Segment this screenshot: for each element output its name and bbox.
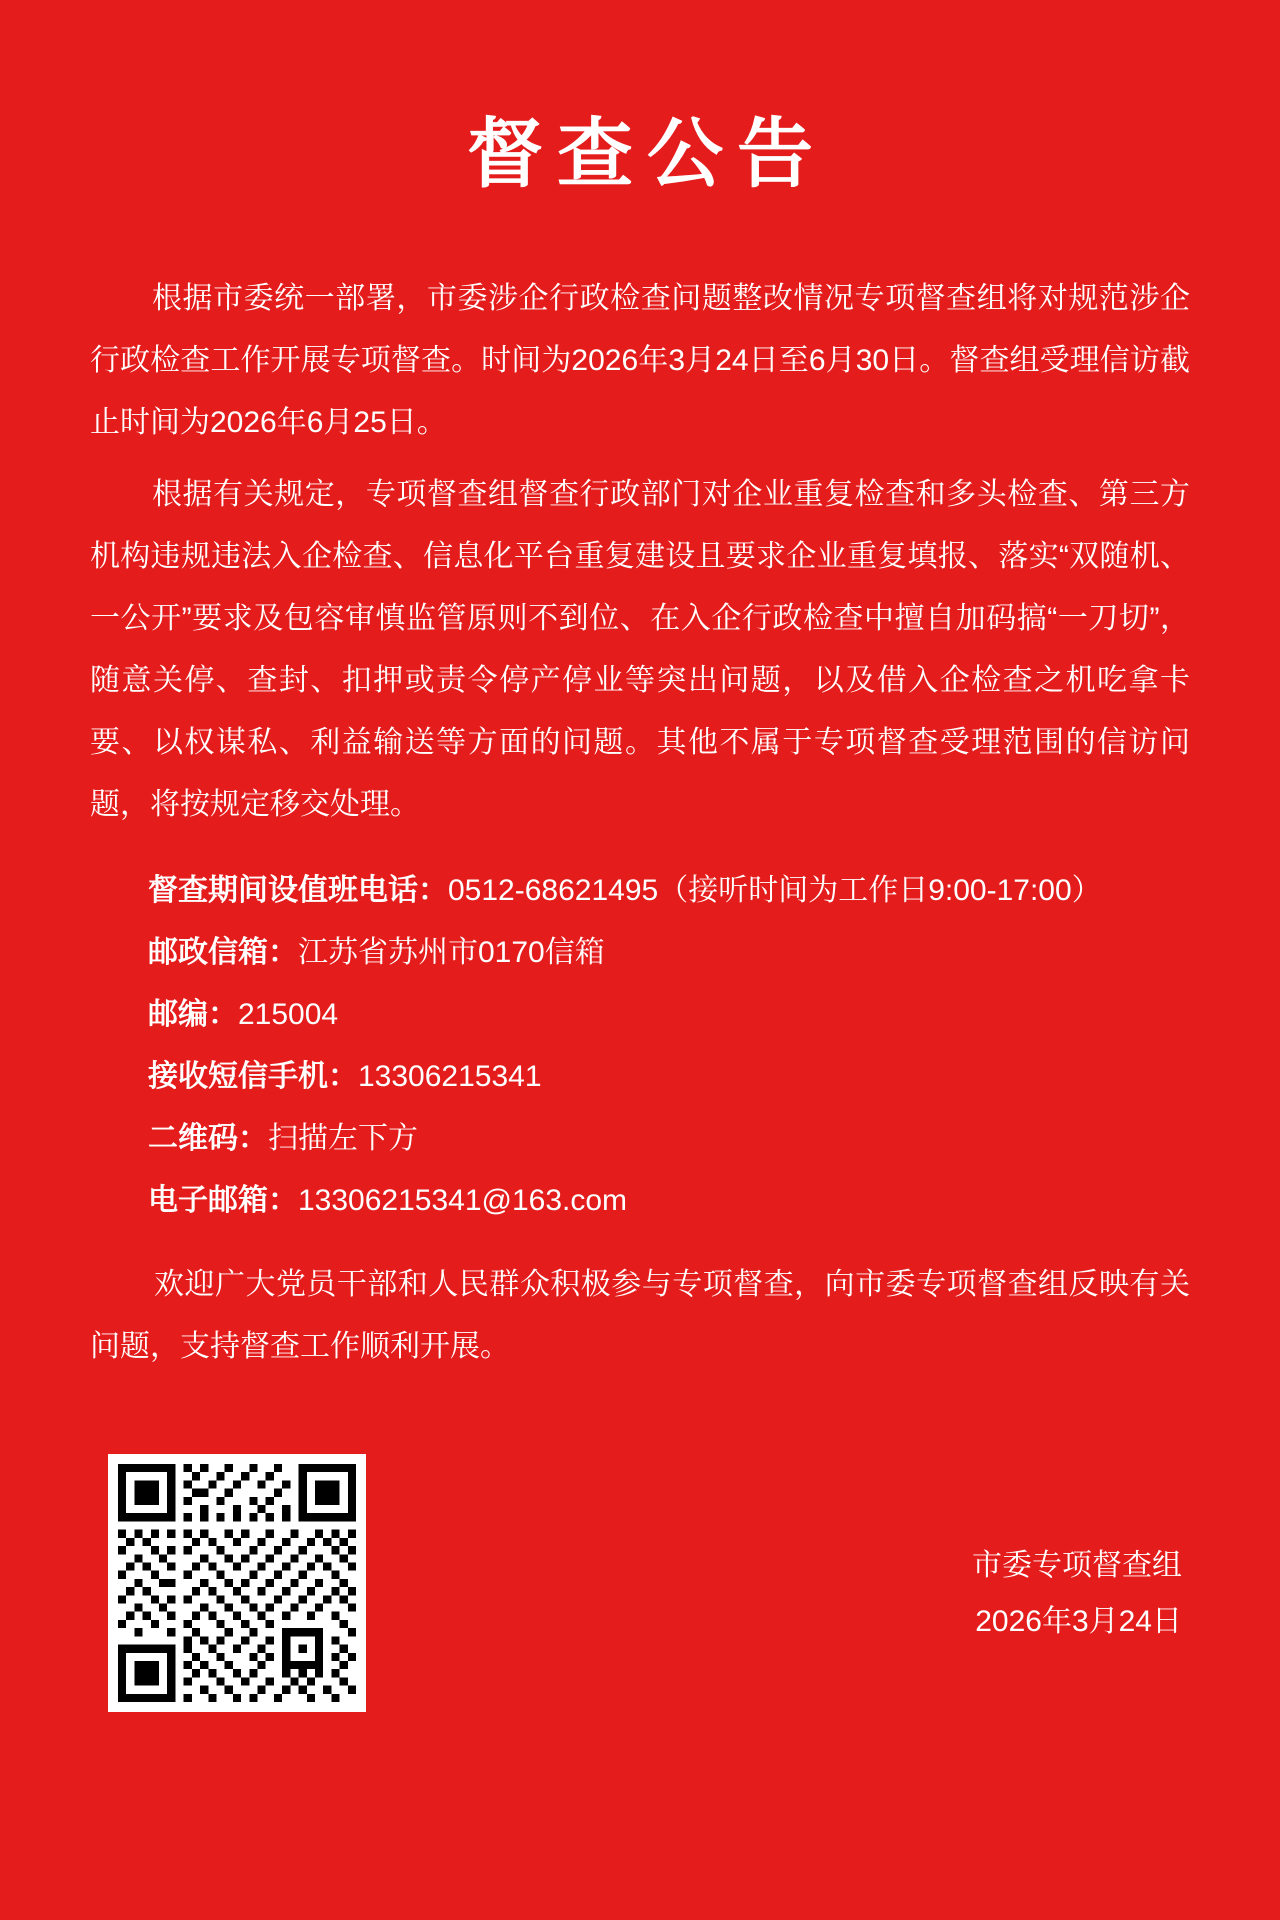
contact-value: 0512-68621495（接听时间为工作日9:00-17:00） [448,873,1102,907]
contact-label: 督查期间设值班电话： [148,873,448,907]
contact-label: 邮编： [148,997,238,1031]
page-title: 督查公告 [467,109,827,198]
closing-paragraph-block [90,1254,1190,1378]
qr-code-svg [118,1464,356,1702]
contact-label: 电子邮箱： [148,1183,298,1217]
signature-date: 2026年3月24日 [975,1605,1182,1638]
contact-value: 13306215341@163.com [298,1183,628,1217]
signature-organization: 市委专项督查组 [972,1549,1182,1582]
contact-row [90,1046,1190,1108]
contact-value: 扫描左下方 [268,1121,418,1155]
contact-label: 接收短信手机： [148,1059,358,1093]
announcement-body [90,268,1190,836]
contact-row [90,860,1190,922]
contact-row [90,922,1190,984]
paragraph-1: 根据市委统一部署，市委涉企行政检查问题整改情况专项督查组将对规范涉企行政检查工作开展专项督查。时间为2026年3月24日至6月30日。督查组受理信访截止时间为2026年6月25日。 [90,281,1190,439]
paragraph-2: 根据有关规定，专项督查组督查行政部门对企业重复检查和多头检查、第三方机构违规违法入企检查、信息化平台重复建设且要求企业重复填报、落实“双随机、一公开”要求及包容审慎监管原则不到位、在入企行政检查中擅自加码搞“一刀切”，随意关停、查封、扣押或责令停产停业等突出问题，以及借入企检查之机吃拿卡要、以权谋私、利益输送等方面的问题。其他不属于专项督查受理范围的信访问题，将按规定移交处理。 [90,477,1190,821]
contact-row [90,984,1190,1046]
contact-value: 13306215341 [358,1059,542,1093]
contact-label: 邮政信箱： [148,935,298,969]
signature-block [972,1538,1182,1650]
closing-paragraph: 欢迎广大党员干部和人民群众积极参与专项督查，向市委专项督查组反映有关问题，支持督查工作顺利开展。 [90,1267,1190,1363]
contact-value: 215004 [238,997,339,1031]
contact-info-list [90,860,1190,1232]
contact-label: 二维码： [148,1121,268,1155]
qr-code-icon [108,1454,366,1712]
contact-value: 江苏省苏州市0170信箱 [298,935,605,969]
contact-row [90,1108,1190,1170]
contact-row [90,1170,1190,1232]
